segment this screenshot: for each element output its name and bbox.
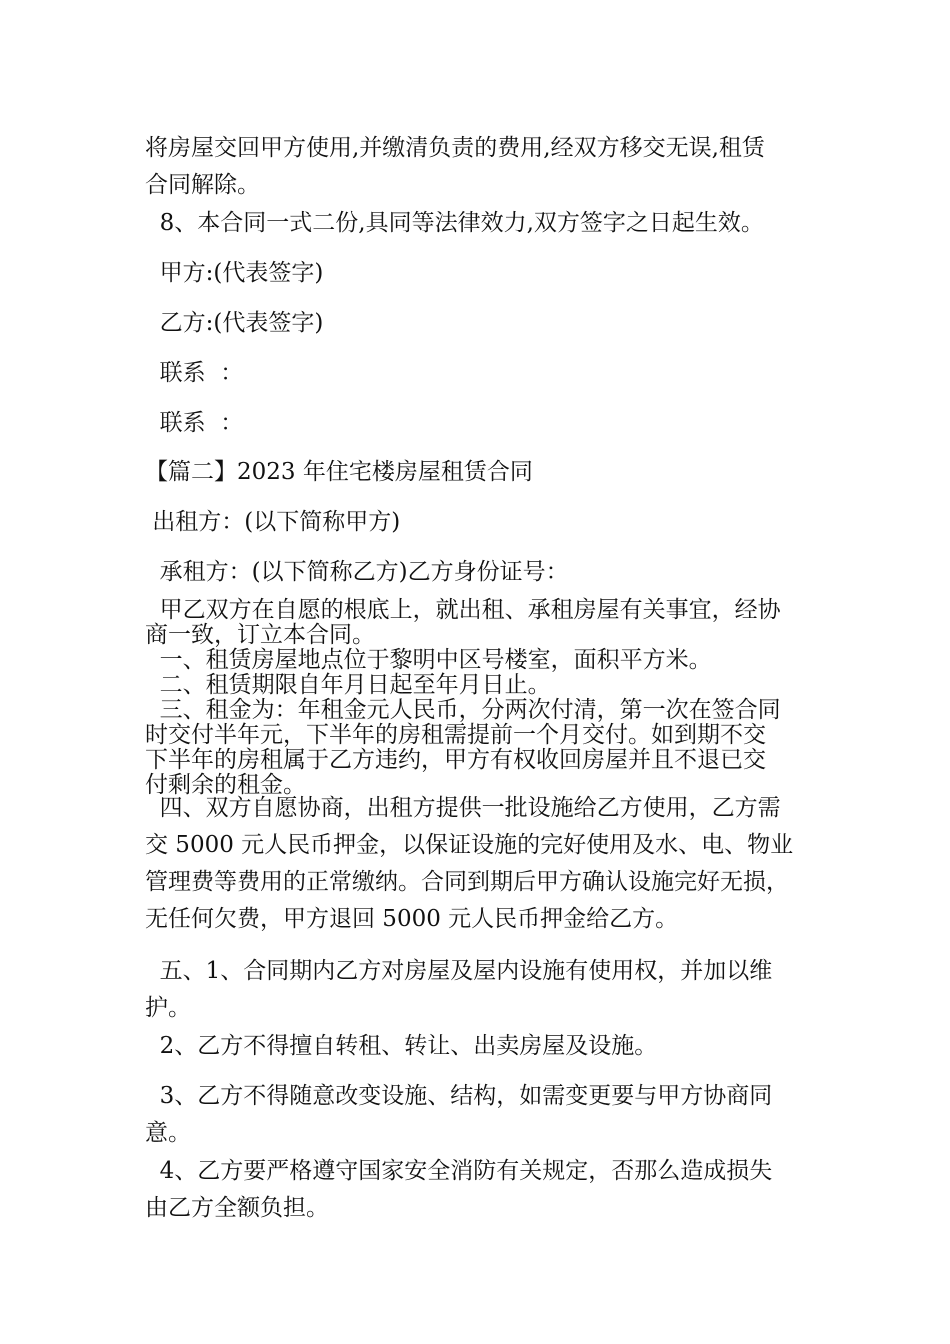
text-line: 承租方：(以下简称乙方)乙方身份证号： <box>145 559 569 585</box>
text-line: 管理费等费用的正常缴纳。合同到期后甲方确认设施完好无损， <box>145 869 789 895</box>
contact-line: 联系 ： <box>145 360 244 386</box>
contact-line: 联系 ： <box>145 410 244 436</box>
text-line: 护。 <box>145 995 191 1021</box>
text-line: 3、乙方不得随意改变设施、结构，如需变更要与甲方协商同 <box>145 1083 773 1109</box>
text-line: 三、租金为：年租金元人民币，分两次付清，第一次在签合同 <box>145 697 781 723</box>
text-line: 将房屋交回甲方使用,并缴清负责的费用,经双方移交无误,租赁 <box>145 135 765 161</box>
text-line: 四、双方自愿协商，出租方提供一批设施给乙方使用，乙方需 <box>145 795 781 821</box>
text-line: 时交付半年元，下半年的房租需提前一个月交付。如到期不交 <box>145 722 766 748</box>
text-line: 意。 <box>145 1120 191 1146</box>
text-line: 8、本合同一式二份,具同等法律效力,双方签字之日起生效。 <box>145 210 764 236</box>
text-line: 付剩余的租金。 <box>145 772 306 798</box>
signature-line-party-b: 乙方:(代表签字) <box>145 310 324 336</box>
text-line: 出租方：(以下简称甲方) <box>145 509 401 535</box>
text-line: 五、1、合同期内乙方对房屋及屋内设施有使用权，并加以维 <box>145 958 773 984</box>
text-line: 2、乙方不得擅自转租、转让、出卖房屋及设施。 <box>145 1033 658 1059</box>
section-heading: 【篇二】2023 年住宅楼房屋租赁合同 <box>145 459 533 485</box>
text-line: 交 5000 元人民币押金，以保证设施的完好使用及水、电、物业 <box>145 832 794 858</box>
text-line: 4、乙方要严格遵守国家安全消防有关规定，否那么造成损失 <box>145 1158 773 1184</box>
text-line: 二、租赁期限自年月日起至年月日止。 <box>145 672 551 698</box>
text-line: 由乙方全额负担。 <box>145 1195 329 1221</box>
text-line: 一、租赁房屋地点位于黎明中区号楼室，面积平方米。 <box>145 647 712 673</box>
text-line: 甲乙双方在自愿的根底上，就出租、承租房屋有关事宜，经协 <box>145 597 781 623</box>
text-line: 无任何欠费，甲方退回 5000 元人民币押金给乙方。 <box>145 906 679 932</box>
text-line: 商一致，订立本合同。 <box>145 622 375 648</box>
text-line: 合同解除。 <box>145 172 260 198</box>
text-line: 下半年的房租属于乙方违约，甲方有权收回房屋并且不退已交 <box>145 747 766 773</box>
signature-line-party-a: 甲方:(代表签字) <box>145 260 324 286</box>
